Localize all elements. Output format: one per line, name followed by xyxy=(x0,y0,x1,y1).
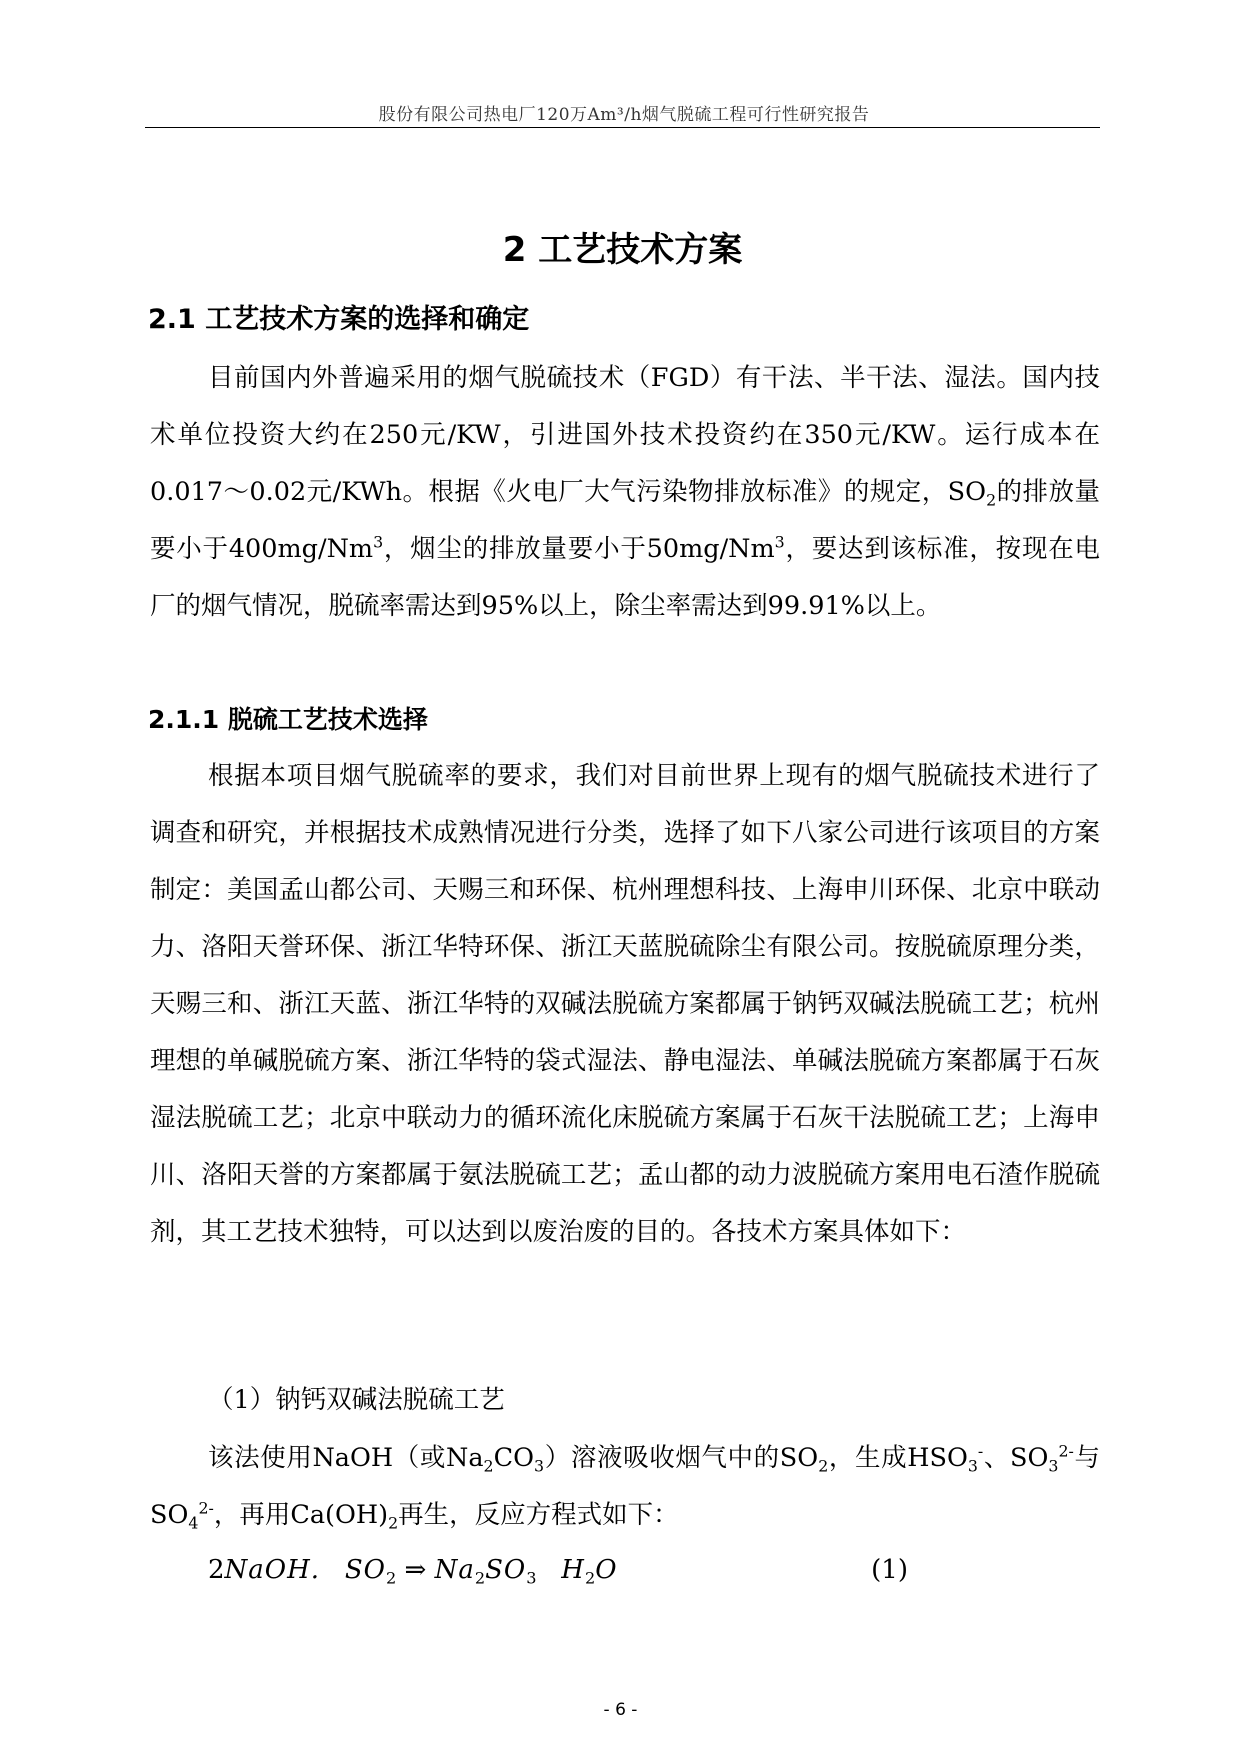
equation-coefficient: 2 xyxy=(208,1555,225,1585)
equation-term: H xyxy=(561,1555,585,1585)
superscript: 2- xyxy=(198,1498,214,1518)
subscript: 3 xyxy=(526,1568,537,1588)
text-run: ，要达到该标准，按现在电厂的烟气情况，脱硫率需达到95%以上，除尘率需达到99.91%以上。 xyxy=(150,534,1100,621)
subscript: 3 xyxy=(1048,1456,1059,1476)
subscript: 2 xyxy=(388,1513,399,1533)
subscript: 2 xyxy=(386,1568,397,1588)
subscript: 3 xyxy=(534,1456,545,1476)
paragraph-dual-alkali-process xyxy=(150,1430,1100,1544)
text-run: ，烟尘的排放量要小于50mg/Nm xyxy=(383,534,775,564)
page-number: - 6 - xyxy=(603,1700,638,1720)
equation-term: Na xyxy=(434,1555,475,1585)
subscript: 2 xyxy=(818,1456,829,1476)
subscript: 3 xyxy=(967,1456,978,1476)
superscript: 3 xyxy=(373,532,384,552)
equation-dot: . xyxy=(310,1555,321,1585)
list-item-dual-alkali: （1）钠钙双碱法脱硫工艺 xyxy=(208,1385,505,1415)
text-run: ，生成HSO xyxy=(828,1443,968,1473)
header-divider xyxy=(145,127,1100,128)
subscript: 4 xyxy=(188,1513,199,1533)
text-run: 、SO xyxy=(983,1443,1049,1473)
section-heading-2-1-1: 2.1.1 脱硫工艺技术选择 xyxy=(148,705,428,734)
text-run: 的排放量要小于400mg/Nm xyxy=(150,477,1100,564)
text-run: 目前国内外普遍采用的烟气脱硫技术（FGD）有干法、半干法、湿法。国内技术单位投资大约在250元/KW，引进国外技术投资约在350元/KW。运行成本在0.017～0.02元/KWh。根据《火电厂大气污染物排放标准》的规定，SO xyxy=(150,363,1100,507)
equation-term: NaOH xyxy=(224,1555,311,1585)
superscript: 2- xyxy=(1058,1441,1074,1461)
subscript: 2 xyxy=(584,1568,596,1588)
paragraph-technology-selection: 根据本项目烟气脱硫率的要求，我们对目前世界上现有的烟气脱硫技术进行了调查和研究，并根据技术成熟情况进行分类，选择了如下八家公司进行该项目的方案制定：美国孟山都公司、天赐三和环保、杭州理想科技、上海申川环保、北京中联动力、洛阳天誉环保、浙江华特环保、浙江天蓝脱硫除尘有限公司。按脱硫原理分类，天赐三和、浙江天蓝、浙江华特的双碱法脱硫方案都属于钠钙双碱法脱硫工艺；杭州理想的单碱脱硫方案、浙江华特的袋式湿法、静电湿法、单碱法脱硫方案都属于石灰湿法脱硫工艺；北京中联动力的循环流化床脱硫方案属于石灰干法脱硫工艺；上海申川、洛阳天誉的方案都属于氨法脱硫工艺；孟山都的动力波脱硫方案用电石渣作脱硫剂，其工艺技术独特，可以达到以废治废的目的。各技术方案具体如下： xyxy=(150,761,1100,1247)
equation-arrow: ⇒ xyxy=(404,1555,427,1585)
text-run: ）溶液吸收烟气中的SO xyxy=(544,1443,819,1473)
subscript: 2 xyxy=(474,1568,486,1588)
equation-term: SO xyxy=(344,1555,386,1585)
text-run: ，再用Ca(OH) xyxy=(213,1500,389,1530)
superscript: 3 xyxy=(774,532,785,552)
text-run: 该法使用NaOH（或Na xyxy=(208,1443,484,1473)
subscript: 2 xyxy=(483,1456,494,1476)
reaction-equation-1 xyxy=(208,1542,908,1599)
chapter-title: 2 工艺技术方案 xyxy=(502,230,743,270)
subscript: 2 xyxy=(986,490,997,510)
section-heading-2-1: 2.1 工艺技术方案的选择和确定 xyxy=(148,304,530,335)
text-run: 再生，反应方程式如下： xyxy=(398,1500,679,1530)
text-run: CO xyxy=(493,1443,535,1473)
running-header: 股份有限公司热电厂120万Am³/h烟气脱硫工程可行性研究报告 xyxy=(378,105,870,125)
superscript: - xyxy=(977,1441,984,1461)
equation-term: SO xyxy=(485,1555,527,1585)
paragraph-fgd-overview xyxy=(150,350,1100,635)
equation-term: O xyxy=(595,1555,618,1585)
equation-number: (1) xyxy=(871,1555,908,1585)
text-run: 与SO xyxy=(150,1443,1100,1530)
